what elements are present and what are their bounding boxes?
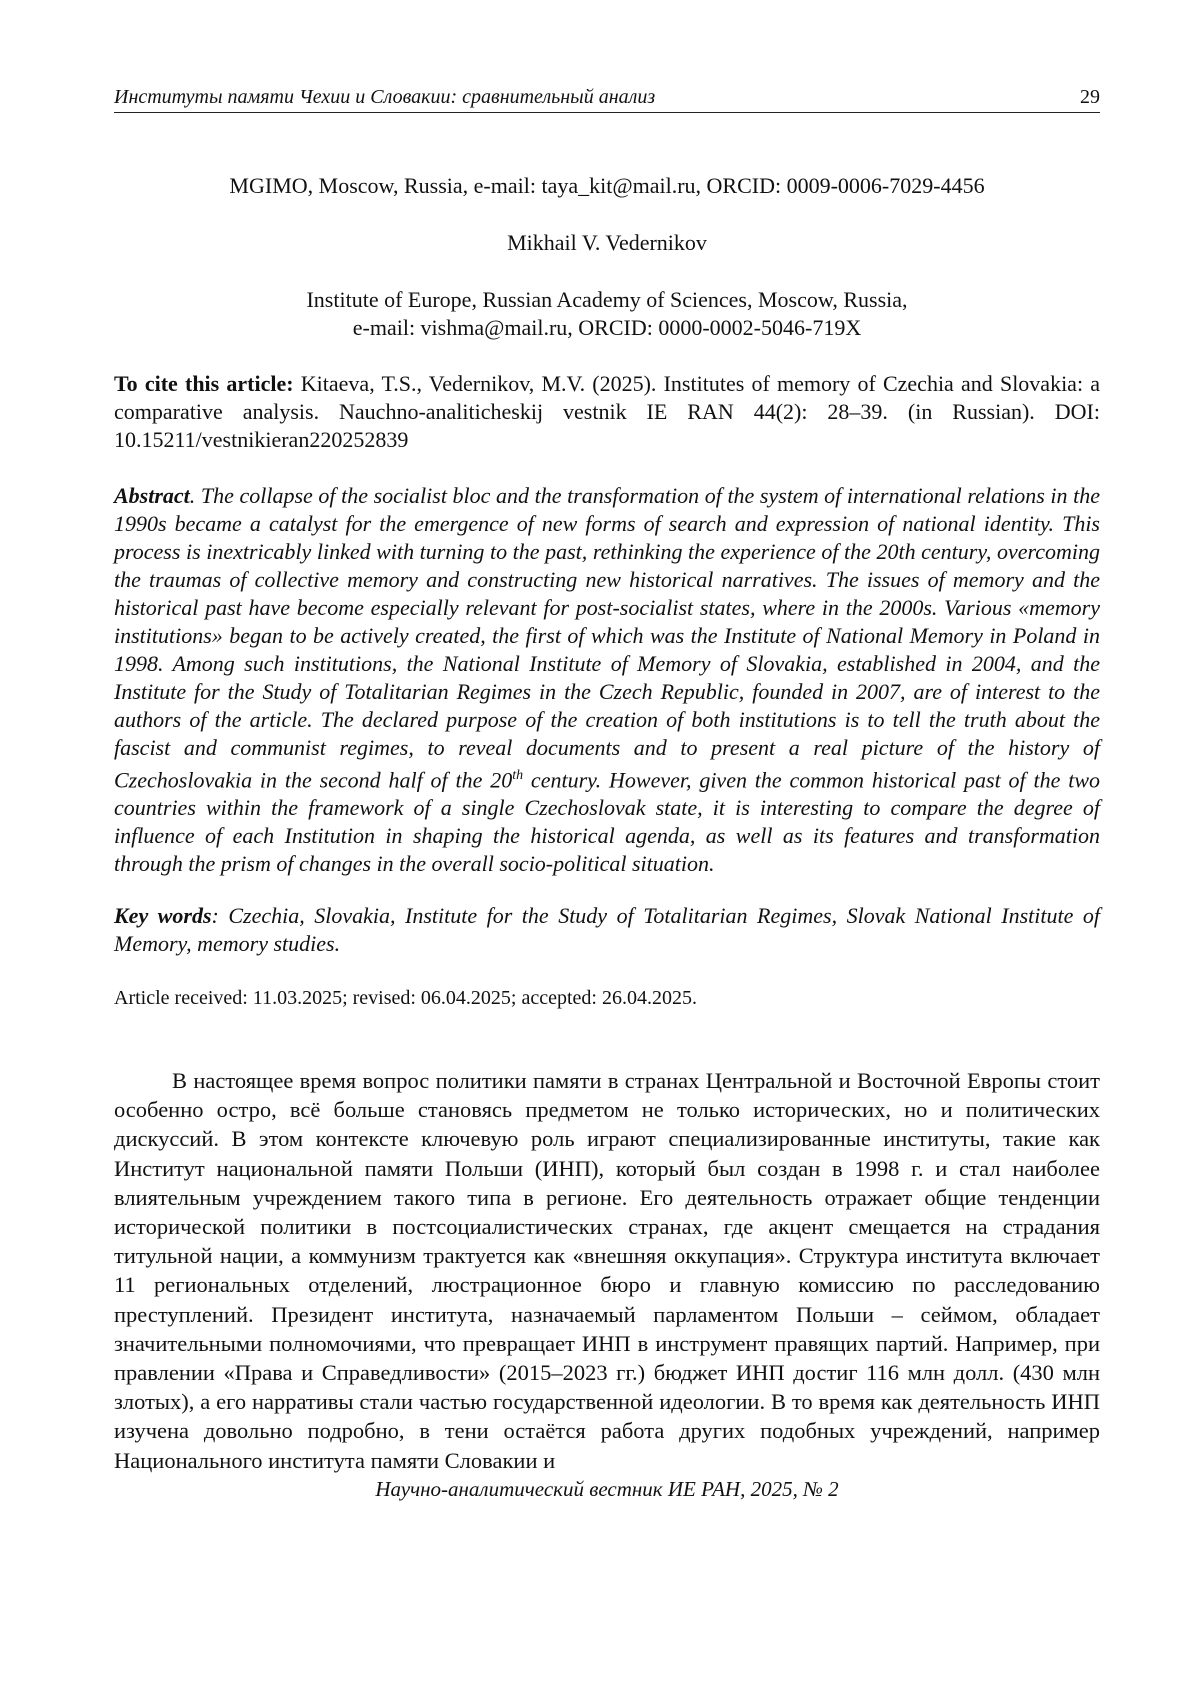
citation-label: To cite this article: (114, 371, 294, 396)
journal-footer: Научно-аналитический вестник ИЕ РАН, 2025, № 2 (375, 1477, 839, 1501)
keywords-label: Key words (114, 903, 212, 928)
abstract-text-1: . The collapse of the socialist bloc and the transformation of the system of international relations in the 1990s became a catalyst for the emergence of new forms of search and expression of national identity. This process is inextricably linked with turning to the past, rethinking the experience of the 20th century, overcoming the traumas of collective memory and constructing new historical narratives. The issues of memory and the historical past have become especially relevant for post-socialist states, where in the 2000s. Various «memory institutions» began to be actively created, the first of which was the Institute of National Memory in Poland in 1998. Among such institutions, the National Institute of Memory of Slovakia, established in 2004, and the Institute for the Study of Totalitarian Regimes in the Czech Republic, founded in 2007, are of interest to the authors of the article. The declared purpose of the creation of both institutions is to tell the truth about the fascist and communist regimes, to reveal documents and to present a real picture of the history of Czechoslovakia in the second half of the 20 (114, 483, 1100, 793)
author-name: Mikhail V. Vedernikov (507, 230, 707, 255)
affiliation-line-2: Institute of Europe, Russian Academy of Sciences, Moscow, Russia, (306, 287, 908, 312)
page-number: 29 (1080, 86, 1100, 108)
article-received: Article received: 11.03.2025; revised: 06.04.2025; accepted: 26.04.2025. (114, 987, 697, 1009)
citation-text: Kitaeva, T.S., Vedernikov, M.V. (2025). Institutes of memory of Czechia and Slovakia: a comparative analysis. Nauchno-analiticheskij vestnik IE RAN 44(2): 28–39. (in Russian). DOI: 10.15211/vestnikieran220252839 (114, 371, 1101, 452)
affiliation-line-3: e-mail: vishma@mail.ru, ORCID: 0000-0002-5046-719X (352, 315, 862, 340)
running-title: Институты памяти Чехии и Словакии: сравнительный анализ (114, 86, 656, 108)
citation (114, 370, 1100, 454)
body-paragraph: В настоящее время вопрос политики памяти в странах Центральной и Восточной Европы стоит особенно остро, всё больше становясь предметом не только исторических, но и политических дискуссий. В этом контексте ключевую роль играют специализированные институты, такие как Институт национальной памяти Польши (ИНП), который был создан в 1998 г. и стал наиболее влиятельным учреждением такого типа в регионе. Его деятельность отражает общие тенденции исторической политики в постсоциалистических странах, где акцент смещается на страдания титульной нации, а коммунизм трактуется как «внешняя оккупация». Структура института включает 11 региональных отделений, люстрационное бюро и главную комиссию по расследованию преступлений. Президент института, назначаемый парламентом Польши – сеймом, обладает значительными полномочиями, что превращает ИНП в инструмент правящих партий. Например, при правлении «Права и Справедливости» (2015–2023 гг.) бюджет ИНП достиг 116 млн долл. (430 млн злотых), а его нарративы стали частью государственной идеологии. В то время как деятельность ИНП изучена довольно подробно, в тени остаётся работа других подобных учреждений, например Национального института памяти Словакии и (114, 1068, 1100, 1473)
running-header (114, 86, 1100, 113)
abstract-superscript: th (512, 768, 524, 783)
abstract-text-2: century. However, given the common historical past of the two countries within the framework of a single Czechoslovak state, it is interesting to compare the degree of influence of each Institution in shaping the historical agenda, as well as its features and transformation through the prism of changes in the overall socio-political situation. (114, 767, 1100, 877)
abstract-label: Abstract (114, 483, 190, 508)
keywords (114, 902, 1100, 958)
affiliation-line-1: MGIMO, Moscow, Russia, e-mail: taya_kit@mail.ru, ORCID: 0009-0006-7029-4456 (229, 173, 985, 198)
abstract (114, 482, 1100, 878)
keywords-text: : Czechia, Slovakia, Institute for the Study of Totalitarian Regimes, Slovak National Institute of Memory, memory studies. (114, 903, 1100, 956)
